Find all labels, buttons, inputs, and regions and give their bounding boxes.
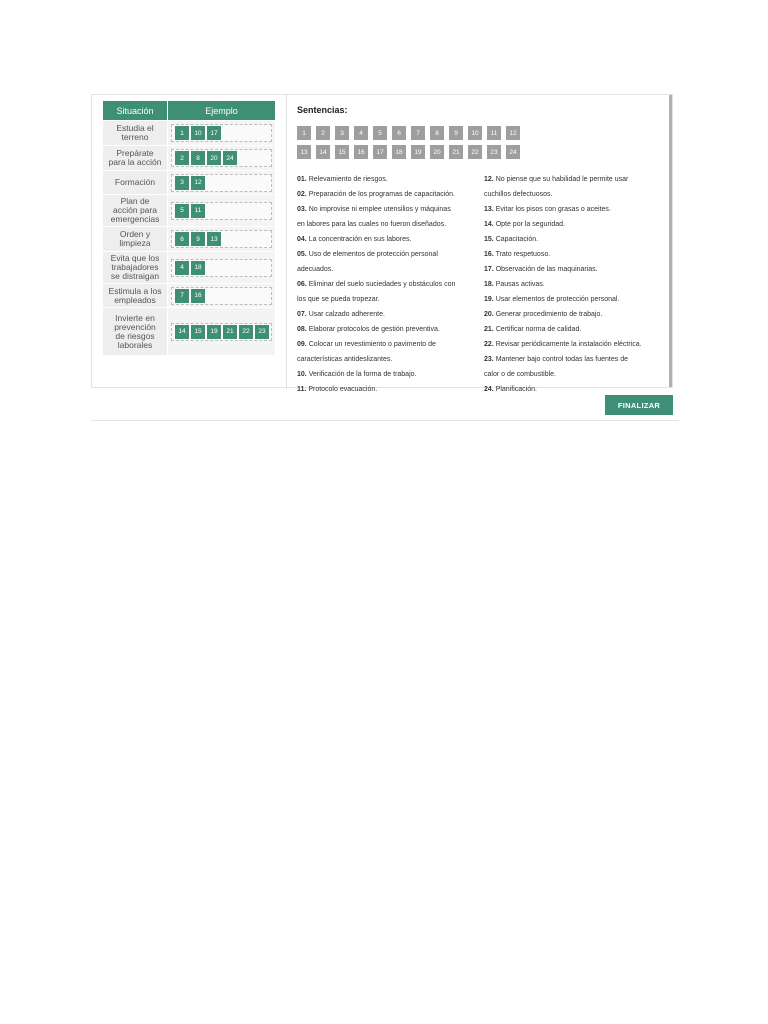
placed-answer-chip[interactable]: 11: [191, 204, 205, 218]
placed-answer-chip[interactable]: 20: [207, 151, 221, 165]
sentence-text: Evitar los pisos con grasas o aceites.: [495, 206, 611, 213]
sentence-number: 06.: [297, 281, 307, 288]
ejemplo-cell: [168, 146, 276, 171]
sentence-chip[interactable]: 3: [335, 126, 349, 140]
situacion-cell: [103, 308, 168, 356]
situacion-cell: [103, 121, 168, 146]
sentence-item: [484, 202, 666, 217]
sentence-number: 19.: [484, 296, 494, 303]
sentence-chip[interactable]: 11: [487, 126, 501, 140]
sentence-text: Protocolo evacuación.: [308, 386, 378, 393]
sentence-number: 14.: [484, 221, 494, 228]
sentence-number: 20.: [484, 311, 494, 318]
ejemplo-cell: [168, 121, 276, 146]
situacion-label-line: Estimula a los: [108, 285, 162, 296]
sentence-number: 04.: [297, 236, 307, 243]
drop-zone[interactable]: [171, 323, 272, 341]
sentence-chip[interactable]: 21: [449, 145, 463, 159]
sentence-chip[interactable]: 16: [354, 145, 368, 159]
sentence-chip[interactable]: 10: [468, 126, 482, 140]
sentence-text: Revisar periódicamente la instalación eléctrica.: [495, 341, 642, 348]
drop-zone[interactable]: [171, 202, 272, 220]
sentence-item: [484, 292, 666, 307]
sentence-number: 05.: [297, 251, 307, 258]
sentence-text: La concentración en sus labores.: [308, 236, 412, 243]
sentence-number: 22.: [484, 341, 494, 348]
sentence-item: [484, 232, 666, 247]
table-row: [103, 308, 276, 356]
sentence-item: [484, 187, 666, 202]
placed-answer-chip[interactable]: 23: [255, 325, 269, 339]
situacion-label-line: limpieza: [119, 238, 151, 248]
drop-zone[interactable]: [171, 174, 272, 192]
sentence-item: [484, 217, 666, 232]
sentence-item: [297, 352, 475, 367]
sentence-text: Uso de elementos de protección personal: [308, 251, 438, 258]
scrollbar[interactable]: [669, 95, 672, 387]
sentence-number: 17.: [484, 266, 494, 273]
situacion-label-line: Prepárate: [116, 148, 154, 158]
sentence-text: Relevamiento de riesgos.: [308, 176, 388, 183]
sentence-text: Opte por la seguridad.: [495, 221, 565, 228]
sentence-text: No piense que su habilidad le permite usar: [495, 176, 629, 183]
situacion-label-line: terreno: [121, 132, 149, 142]
sentence-text: Trato respetuoso.: [495, 251, 551, 258]
placed-answer-chip[interactable]: 16: [191, 289, 205, 303]
sentence-text: Preparación de los programas de capacitación.: [308, 191, 455, 198]
sentence-number: 15.: [484, 236, 494, 243]
ejemplo-cell: [168, 308, 276, 356]
placed-answer-chip[interactable]: 10: [191, 126, 205, 140]
sentence-item: [297, 292, 475, 307]
column-divider: [286, 95, 287, 389]
table-header-row: [103, 101, 276, 121]
table-row: [103, 146, 276, 171]
situacion-label-line: de riesgos: [115, 330, 155, 341]
situacion-label-line: Evita que los: [110, 253, 160, 263]
placed-answer-chip[interactable]: 12: [191, 176, 205, 190]
drop-zone[interactable]: [171, 149, 272, 167]
situacion-cell: [103, 171, 168, 195]
ejemplo-cell: [168, 171, 276, 195]
sentence-chip[interactable]: 13: [297, 145, 311, 159]
table-row: [103, 284, 276, 308]
sentence-item: [484, 172, 666, 187]
sentence-chips-row-2: [297, 145, 667, 159]
sentence-text: Certificar norma de calidad.: [495, 326, 582, 333]
placed-answer-chip[interactable]: 4: [175, 261, 189, 275]
sentence-number: 10.: [297, 371, 307, 378]
sentence-item: [484, 277, 666, 292]
situacion-label-line: trabajadores: [111, 262, 159, 272]
sentence-item: [297, 262, 475, 277]
sentence-chip[interactable]: 7: [411, 126, 425, 140]
sentence-number: 12.: [484, 176, 494, 183]
drop-zone[interactable]: [171, 230, 272, 248]
placed-answer-chip[interactable]: 6: [175, 232, 189, 246]
sentence-item: [484, 322, 666, 337]
sentence-item: [297, 382, 475, 397]
matching-table: [102, 100, 276, 356]
sentence-text: características antideslizantes.: [297, 356, 393, 363]
situacion-label-line: laborales: [117, 339, 153, 350]
sentence-item: [484, 352, 666, 367]
sentence-chip[interactable]: 12: [506, 126, 520, 140]
sentences-title: Sentencias:: [297, 105, 348, 115]
placed-answer-chip[interactable]: 5: [175, 204, 189, 218]
ejemplo-cell: [168, 195, 276, 227]
sentence-item: [297, 202, 475, 217]
sentence-chip[interactable]: 5: [373, 126, 387, 140]
sentence-number: 11.: [297, 386, 307, 393]
sentence-text: Pausas activas.: [495, 281, 545, 288]
sentence-text: Elaborar protocolos de gestión preventiva.: [308, 326, 440, 333]
placed-answer-chip[interactable]: 24: [223, 151, 237, 165]
sentence-chip[interactable]: 14: [316, 145, 330, 159]
sentence-text: Eliminar del suelo suciedades y obstáculos con: [308, 281, 456, 288]
sentence-text: en labores para las cuales no fueron diseñados.: [297, 221, 447, 228]
sentence-number: 21.: [484, 326, 494, 333]
sentence-number: 07.: [297, 311, 307, 318]
placed-answer-chip[interactable]: 8: [191, 151, 205, 165]
sentence-number: 23.: [484, 356, 494, 363]
situacion-label-line: Orden y: [119, 229, 151, 239]
situacion-label-line: prevención: [114, 321, 156, 332]
sentence-item: [484, 337, 666, 352]
placed-answer-chip[interactable]: 3: [175, 176, 189, 190]
sentence-text: Verificación de la forma de trabajo.: [308, 371, 417, 378]
sentence-chip[interactable]: 20: [430, 145, 444, 159]
sentence-item: [297, 367, 475, 382]
situacion-label-line: emergencias: [110, 214, 160, 224]
sentence-item: [484, 247, 666, 262]
sentence-chip[interactable]: 19: [411, 145, 425, 159]
sentence-item: [297, 232, 475, 247]
placed-answer-chip[interactable]: 2: [175, 151, 189, 165]
sentence-text: adecuados.: [297, 266, 334, 273]
sentence-chip[interactable]: 24: [506, 145, 520, 159]
sentence-chip[interactable]: 9: [449, 126, 463, 140]
sentence-number: 08.: [297, 326, 307, 333]
situacion-label-line: Invierte en: [115, 312, 155, 323]
situacion-label-line: Estudia el: [116, 123, 154, 133]
sentence-chip[interactable]: 22: [468, 145, 482, 159]
sentence-text: Capacitación.: [495, 236, 539, 243]
situacion-label-line: Plan de: [120, 196, 150, 206]
placed-answer-chip[interactable]: 1: [175, 126, 189, 140]
situacion-label-line: se distraigan: [110, 271, 160, 281]
bottom-divider: [91, 420, 679, 421]
table-row: [103, 252, 276, 284]
sentence-chip[interactable]: 8: [430, 126, 444, 140]
placed-answer-chip[interactable]: 21: [223, 325, 237, 339]
situacion-cell: [103, 227, 168, 252]
drop-zone[interactable]: [171, 287, 272, 305]
header-ejemplo: Ejemplo: [168, 101, 276, 121]
sentence-chips-row-1: [297, 126, 667, 140]
sentence-text: cuchillos defectuosos.: [484, 191, 553, 198]
situacion-label-line: Formación: [114, 177, 156, 187]
table-row: [103, 227, 276, 252]
sentence-text: No improvise ni emplee utensilios y máquinas: [308, 206, 451, 213]
sentence-text: los que se pueda tropezar.: [297, 296, 380, 303]
activity-container: [91, 94, 679, 421]
sentences-column-2: [484, 172, 666, 397]
sentence-item: [297, 322, 475, 337]
sentence-text: Colocar un revestimiento o pavimento de: [308, 341, 436, 348]
ejemplo-cell: [168, 252, 276, 284]
sentence-chip[interactable]: 15: [335, 145, 349, 159]
ejemplo-cell: [168, 284, 276, 308]
placed-answer-chip[interactable]: 19: [207, 325, 221, 339]
sentence-item: [484, 307, 666, 322]
placed-answer-chip[interactable]: 14: [175, 325, 189, 339]
sentences-section: [297, 105, 667, 393]
sentence-chip[interactable]: 23: [487, 145, 501, 159]
situacion-label-line: para la acción: [108, 157, 162, 167]
sentence-chip[interactable]: 6: [392, 126, 406, 140]
sentence-item: [297, 307, 475, 322]
placed-answer-chip[interactable]: 15: [191, 325, 205, 339]
sentence-text: Generar procedimiento de trabajo.: [495, 311, 603, 318]
situacion-cell: [103, 195, 168, 227]
header-situacion: Situación: [103, 101, 168, 121]
placed-answer-chip[interactable]: 22: [239, 325, 253, 339]
sentence-item: [297, 337, 475, 352]
situacion-label-line: acción para: [113, 205, 157, 215]
finalizar-button[interactable]: FINALIZAR: [605, 395, 673, 415]
sentence-number: 03.: [297, 206, 307, 213]
sentence-chip[interactable]: 4: [354, 126, 368, 140]
sentence-chip[interactable]: 18: [392, 145, 406, 159]
sentence-item: [484, 262, 666, 277]
placed-answer-chip[interactable]: 13: [207, 232, 221, 246]
sentence-text: Mantener bajo control todas las fuentes de: [495, 356, 628, 363]
situacion-cell: [103, 284, 168, 308]
sentence-text: Observación de las maquinarias.: [495, 266, 598, 273]
placed-answer-chip[interactable]: 17: [207, 126, 221, 140]
sentence-chip[interactable]: 1: [297, 126, 311, 140]
ejemplo-cell: [168, 227, 276, 252]
sentence-chip[interactable]: 17: [373, 145, 387, 159]
sentence-number: 09.: [297, 341, 307, 348]
sentence-item: [297, 277, 475, 292]
table-row: [103, 195, 276, 227]
sentence-item: [297, 172, 475, 187]
situacion-cell: [103, 252, 168, 284]
table-row: [103, 171, 276, 195]
placed-answer-chip[interactable]: 18: [191, 261, 205, 275]
placed-answer-chip[interactable]: 7: [175, 289, 189, 303]
sentence-item: [297, 187, 475, 202]
sentences-column-1: [297, 172, 475, 397]
sentence-item: [297, 247, 475, 262]
sentence-number: 16.: [484, 251, 494, 258]
sentence-text: Planificación.: [495, 386, 537, 393]
sentence-text: Usar elementos de protección personal.: [495, 296, 620, 303]
sentence-text: calor o de combustible.: [484, 371, 556, 378]
situacion-label-line: empleados: [114, 294, 156, 305]
matching-table-section: [102, 100, 276, 356]
sentence-number: 13.: [484, 206, 494, 213]
table-body: [103, 121, 276, 356]
drop-zone[interactable]: [171, 259, 272, 277]
activity-panel: [91, 94, 673, 393]
table-row: [103, 121, 276, 146]
sentence-item: [297, 217, 475, 232]
sentence-number: 01.: [297, 176, 307, 183]
sentence-number: 24.: [484, 386, 494, 393]
sentence-item: [484, 367, 666, 382]
sentence-number: 02.: [297, 191, 307, 198]
sentence-number: 18.: [484, 281, 494, 288]
sentence-chip[interactable]: 2: [316, 126, 330, 140]
placed-answer-chip[interactable]: 9: [191, 232, 205, 246]
drop-zone[interactable]: [171, 124, 272, 142]
situacion-cell: [103, 146, 168, 171]
sentence-text: Usar calzado adherente.: [308, 311, 385, 318]
